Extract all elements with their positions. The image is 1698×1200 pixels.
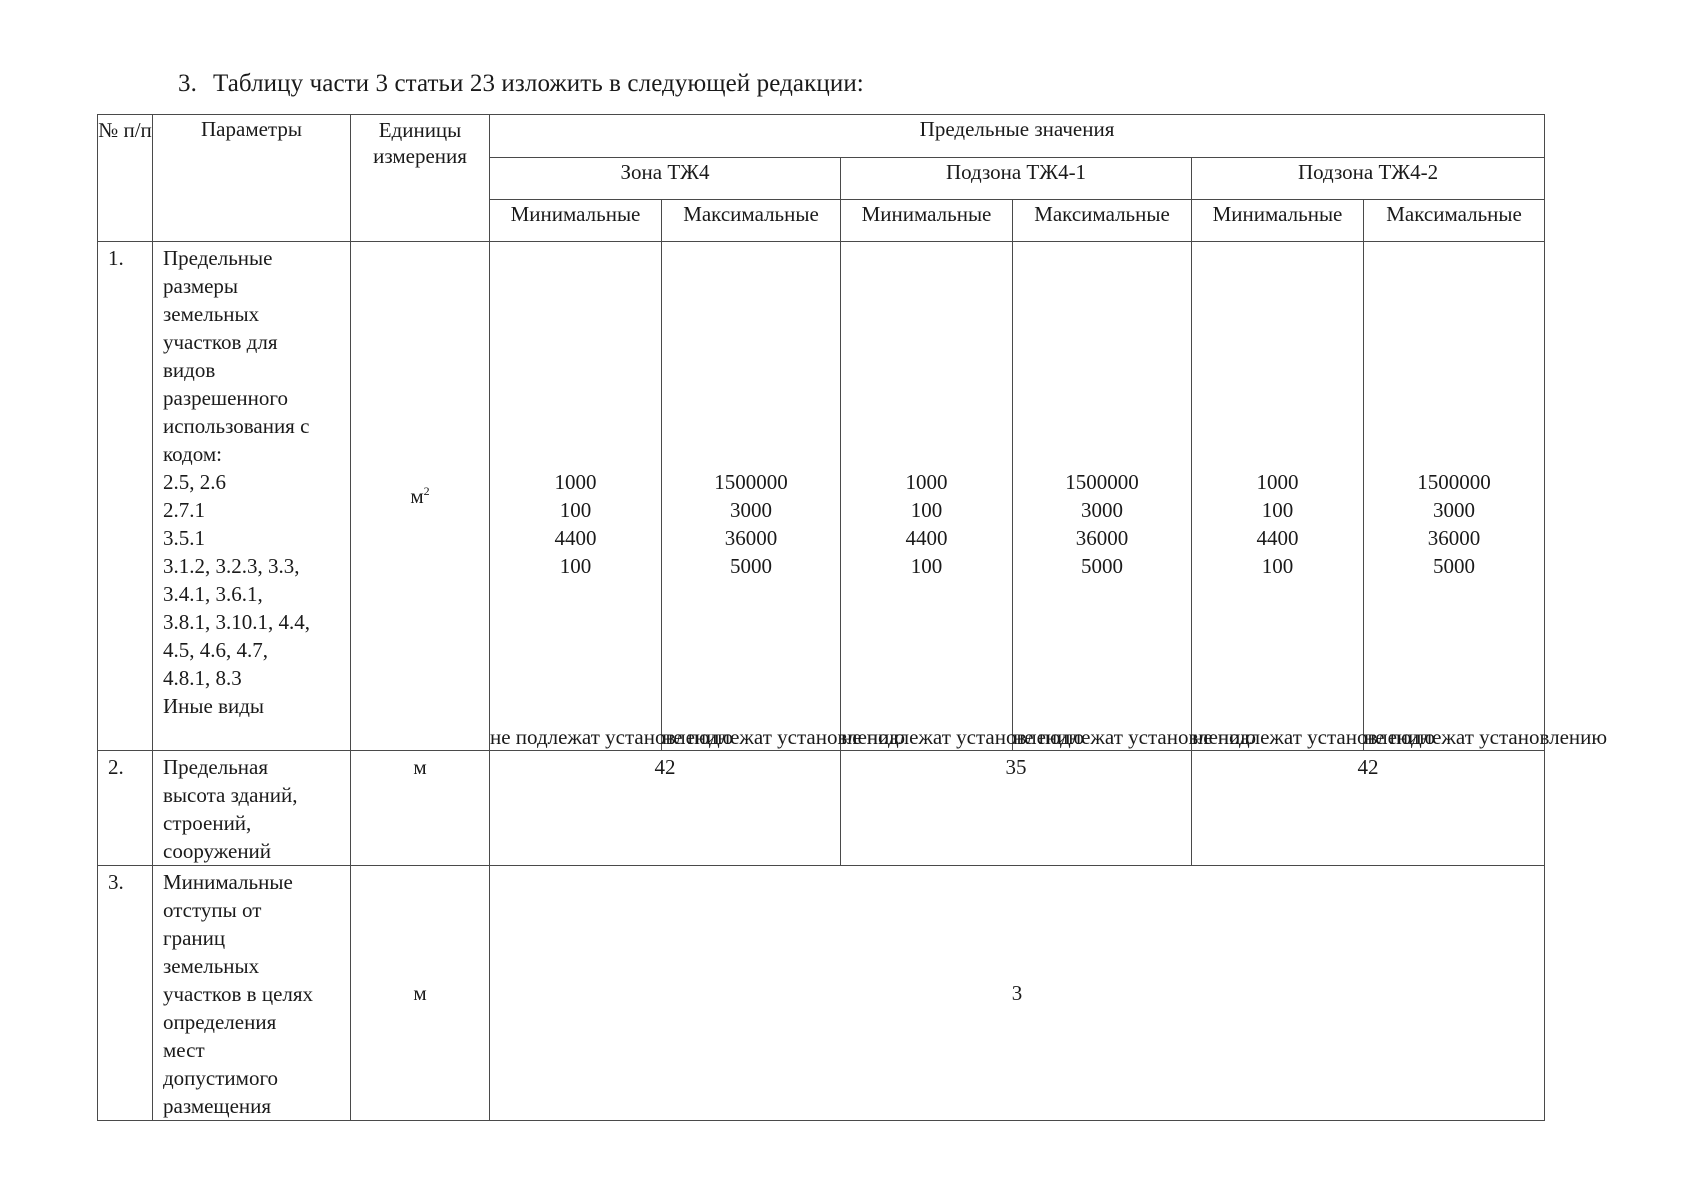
param-line: 4.5, 4.6, 4.7, — [163, 638, 268, 662]
not-established-text: не подлежат установлению — [841, 725, 1085, 749]
value-list — [1364, 468, 1544, 580]
header-max: Максимальные — [662, 200, 841, 242]
table-row — [98, 866, 1545, 1121]
section-number: 3. — [178, 70, 197, 97]
param-line: земельных — [163, 302, 260, 326]
section-heading — [178, 70, 864, 98]
param-line: строений, — [163, 811, 252, 835]
not-established-text: не подлежат установлению — [490, 725, 734, 749]
value: 36000 — [724, 526, 778, 550]
param-line: 3.5.1 — [163, 526, 205, 550]
param-line: земельных — [163, 954, 260, 978]
header-min: Минимальные — [1192, 200, 1364, 242]
row-params — [153, 866, 351, 1121]
param-line: разрешенного — [163, 386, 288, 410]
param-line: Минимальные — [163, 870, 293, 894]
param-lines — [163, 753, 350, 865]
value: 4400 — [905, 526, 948, 550]
height-value-tzh4-1: 35 — [841, 751, 1192, 866]
param-line: Предельная — [163, 755, 268, 779]
row-number: 2. — [98, 751, 153, 866]
header-min: Минимальные — [490, 200, 662, 242]
header-params: Параметры — [153, 115, 351, 242]
row-unit — [351, 242, 490, 751]
value: 4400 — [1256, 526, 1299, 550]
param-line: допустимого — [163, 1066, 279, 1090]
header-subzone-tzh4-1: Подзона ТЖ4-1 — [841, 158, 1192, 200]
header-min: Минимальные — [841, 200, 1013, 242]
value: 100 — [559, 498, 592, 522]
value: 5000 — [730, 554, 772, 578]
unit-exponent: 2 — [423, 484, 430, 498]
param-line: видов — [163, 358, 216, 382]
value-cell-max — [1013, 242, 1257, 751]
height-value-tzh4-2: 42 — [1192, 751, 1545, 866]
not-established-text: не подлежат установлению — [1364, 725, 1608, 749]
section-text: Таблицу части 3 статьи 23 изложить в следующей редакции: — [212, 70, 864, 97]
param-line: высота зданий, — [163, 783, 298, 807]
value: 3000 — [730, 498, 772, 522]
value-cell-max — [1364, 242, 1608, 751]
row-unit: м — [351, 866, 490, 1121]
param-line: 3.4.1, 3.6.1, — [163, 582, 263, 606]
value-list — [1013, 468, 1191, 580]
row-number: 3. — [98, 866, 153, 1121]
limits-table — [97, 114, 1608, 1121]
value: 3000 — [1081, 498, 1123, 522]
value: 5000 — [1081, 554, 1123, 578]
param-line: участков для — [163, 330, 278, 354]
param-line: использования с — [163, 414, 310, 438]
param-line: 3.1.2, 3.2.3, 3.3, — [163, 554, 300, 578]
value: 1000 — [905, 470, 948, 494]
value-list — [490, 468, 661, 580]
header-limits: Предельные значения — [490, 115, 1545, 158]
value: 1500000 — [1065, 470, 1139, 494]
param-line: 4.8.1, 8.3 — [163, 666, 242, 690]
table-row — [98, 242, 1545, 751]
value: 100 — [1261, 554, 1294, 578]
param-line: сооружений — [163, 839, 272, 863]
header-number: № п/п — [98, 115, 153, 242]
header-units: Единицы измерения — [351, 115, 490, 242]
value: 1500000 — [1417, 470, 1491, 494]
header-zone-tzh4: Зона ТЖ4 — [490, 158, 841, 200]
height-value-tzh4: 42 — [490, 751, 841, 866]
unit-base: м — [410, 484, 424, 508]
param-line: определения — [163, 1010, 277, 1034]
value: 100 — [910, 498, 943, 522]
setback-value: 3 — [490, 866, 1545, 1121]
not-established-text: не подлежат установлению — [662, 725, 906, 749]
param-lines — [163, 244, 350, 720]
not-established-text: не подлежат установлению — [1013, 725, 1257, 749]
param-line: кодом: — [163, 442, 222, 466]
param-lines — [163, 868, 350, 1120]
value-cell-min — [841, 242, 1085, 751]
param-line: 2.7.1 — [163, 498, 205, 522]
value: 4400 — [554, 526, 597, 550]
value-list — [1192, 468, 1363, 580]
param-line: 2.5, 2.6 — [163, 470, 226, 494]
value: 36000 — [1427, 526, 1481, 550]
param-line: границ — [163, 926, 226, 950]
row-number: 1. — [98, 242, 153, 751]
value-cell-max — [662, 242, 906, 751]
value: 100 — [1261, 498, 1294, 522]
value-list — [841, 468, 1012, 580]
value: 5000 — [1433, 554, 1476, 578]
value: 36000 — [1075, 526, 1129, 550]
header-max: Максимальные — [1364, 200, 1545, 242]
value: 1000 — [1256, 470, 1299, 494]
value: 3000 — [1433, 498, 1476, 522]
param-line: Иные виды — [163, 694, 265, 718]
param-line: отступы от — [163, 898, 262, 922]
row-params — [153, 751, 351, 866]
value-cell-min — [1192, 242, 1436, 751]
value: 1500000 — [714, 470, 788, 494]
param-line: участков в целях — [163, 982, 314, 1006]
value: 1000 — [554, 470, 597, 494]
not-established-text: не подлежат установлению — [1192, 725, 1436, 749]
header-subzone-tzh4-2: Подзона ТЖ4-2 — [1192, 158, 1545, 200]
param-line: размеры — [163, 274, 239, 298]
table-row — [98, 751, 1545, 866]
param-line: Предельные — [163, 246, 273, 270]
param-line: мест — [163, 1038, 205, 1062]
value-cell-min — [490, 242, 734, 751]
param-line: размещения — [163, 1094, 272, 1118]
header-max: Максимальные — [1013, 200, 1192, 242]
row-params — [153, 242, 351, 751]
value: 100 — [910, 554, 943, 578]
row-unit: м — [351, 751, 490, 866]
value-list — [662, 468, 840, 580]
param-line: 3.8.1, 3.10.1, 4.4, — [163, 610, 310, 634]
value: 100 — [559, 554, 592, 578]
